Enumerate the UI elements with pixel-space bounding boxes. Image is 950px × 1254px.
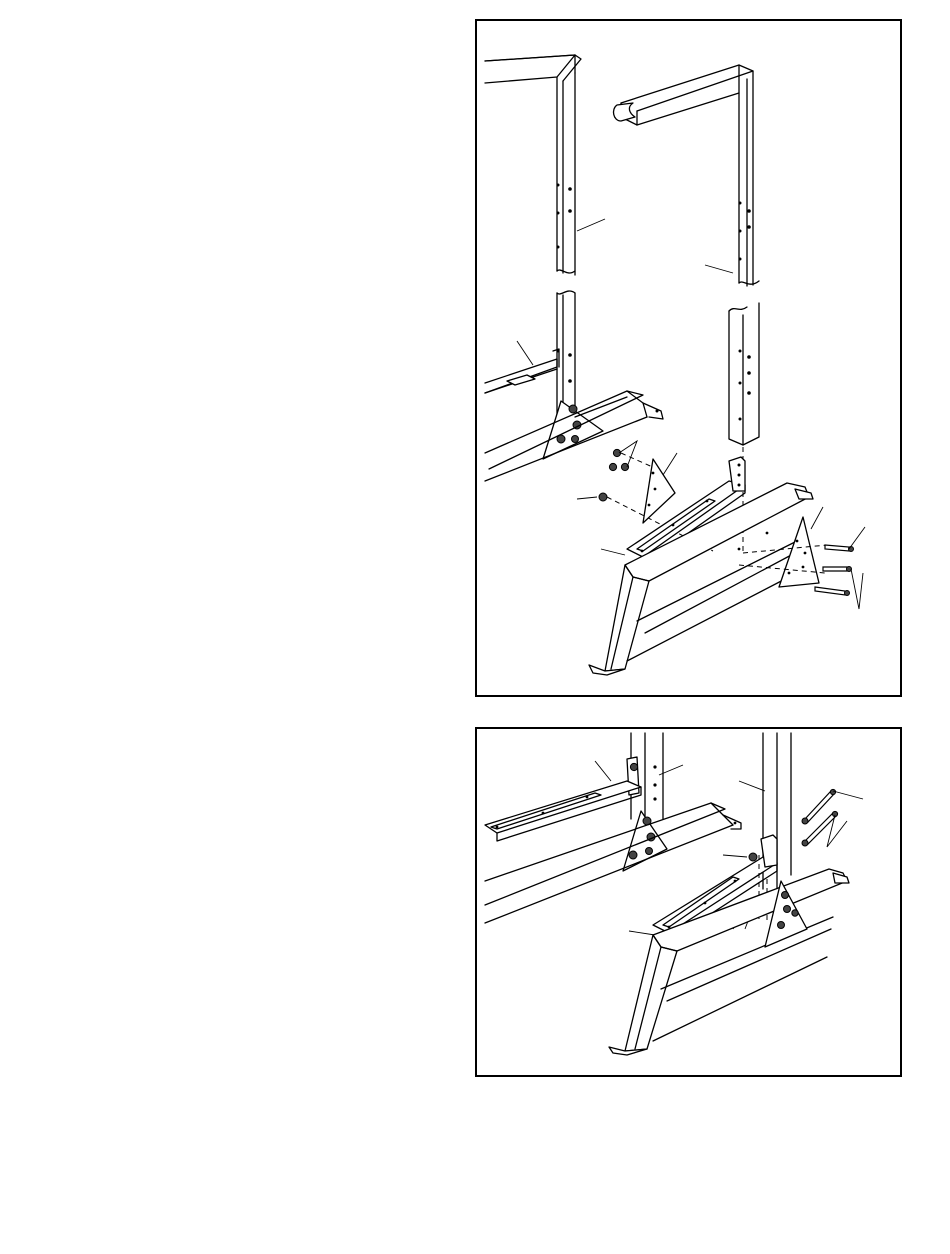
right-base-exploded [589, 457, 827, 675]
left-upright-lower [485, 291, 663, 481]
bolts-hardware [815, 527, 865, 609]
left-upright-top [485, 55, 605, 275]
exploded-frame-assembly-drawing [477, 21, 900, 695]
exploded-assembly-figure [475, 19, 902, 697]
assembled-bolts [802, 789, 863, 847]
assembled-base-figure [475, 727, 902, 1077]
right-upright-top [614, 65, 759, 286]
assembled-frame-base-drawing [477, 729, 900, 1075]
